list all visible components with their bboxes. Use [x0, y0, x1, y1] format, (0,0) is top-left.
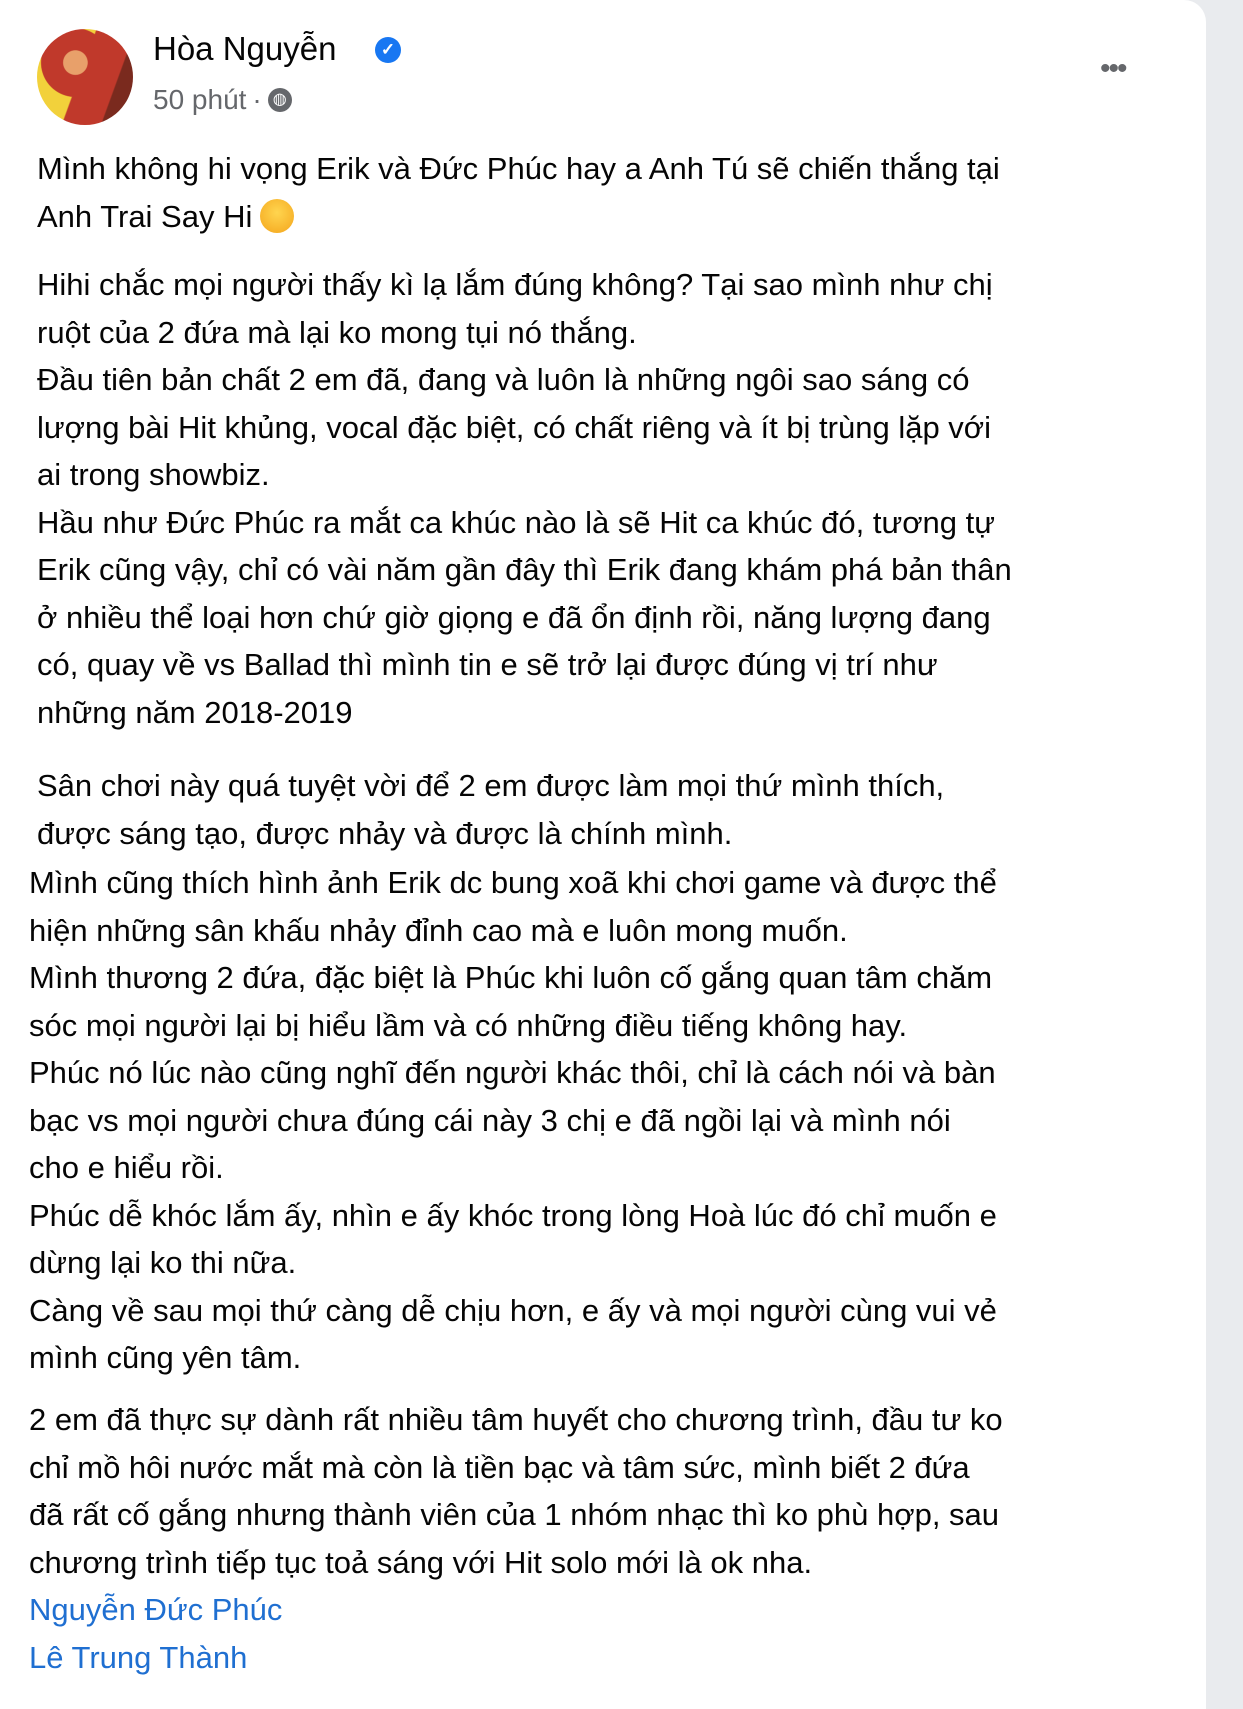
line-text: Mình không hi vọng Erik và Đức Phúc hay a Anh Tú sẽ chiến thắng tại [37, 151, 1000, 186]
post-text-line [29, 1539, 812, 1587]
post-text-line [29, 907, 848, 955]
post-text-line [29, 1334, 301, 1382]
author-name[interactable]: Hòa Nguyễn [153, 30, 337, 67]
verified-badge-icon: ✓ [375, 37, 401, 63]
line-text: đã rất cố gắng nhưng thành viên của 1 nhóm nhạc thì ko phù hợp, sau [29, 1497, 1000, 1532]
line-text: Càng về sau mọi thứ càng dễ chịu hơn, e ấy và mọi người cùng vui vẻ [29, 1292, 997, 1328]
post-text-line [29, 1396, 1003, 1444]
post-text-line [37, 762, 944, 810]
post-time[interactable]: 50 phút [153, 84, 247, 115]
post-text-line [29, 1287, 997, 1335]
meta-separator: · [252, 84, 262, 115]
post-text-line [29, 1049, 996, 1097]
line-text: Hầu như Đức Phúc ra mắt ca khúc nào là sẽ Hit ca khúc đó, tương tự [37, 504, 996, 540]
more-options-button[interactable]: ••• [1100, 52, 1126, 85]
post-text-line [29, 954, 992, 1002]
line-text: sóc mọi người lại bị hiểu lầm và có những điều tiếng không hay. [29, 1007, 908, 1043]
post-text-line [37, 641, 938, 689]
line-text: cho e hiểu rồi. [29, 1150, 224, 1185]
post-text-line [37, 261, 993, 309]
globe-icon: ◍ [268, 88, 292, 112]
line-text: Phúc nó lúc nào cũng nghĩ đến người khác thôi, chỉ là cách nói và bàn [29, 1055, 996, 1090]
line-text: ở nhiều thể loại hơn chứ giờ giọng e đã ổn định rồi, năng lượng đang [37, 599, 991, 635]
line-text: Phúc dễ khóc lắm ấy, nhìn e ấy khóc trong lòng Hoà lúc đó chỉ muốn e [29, 1197, 997, 1233]
post-text-line [37, 546, 1012, 594]
post-text-line [37, 594, 991, 642]
line-text: hiện những sân khấu nhảy đỉnh cao mà e luôn mong muốn. [29, 912, 848, 948]
line-text: có, quay về vs Ballad thì mình tin e sẽ trở lại được đúng vị trí như [37, 647, 938, 682]
line-text: ruột của 2 đứa mà lại ko mong tụi nó thắng. [37, 314, 637, 350]
line-text: Hihi chắc mọi người thấy kì lạ lắm đúng không? Tại sao mình như chị [37, 267, 993, 302]
post-text-line [37, 451, 270, 499]
line-text: Sân chơi này quá tuyệt vời để 2 em được làm mọi thứ mình thích, [37, 768, 945, 803]
post-text-line [29, 1144, 224, 1192]
line-text: Erik cũng vậy, chỉ có vài năm gần đây thì Erik đang khám phá bản thân [37, 552, 1012, 587]
line-text: mình cũng yên tâm. [29, 1340, 302, 1375]
line-text: dừng lại ko thi nữa. [29, 1245, 297, 1280]
post-text-line [37, 193, 294, 241]
post-text-line [37, 499, 995, 547]
mention-link[interactable]: Lê Trung Thành [29, 1639, 248, 1675]
line-text: Mình thương 2 đứa, đặc biệt là Phúc khi luôn cố gắng quan tâm chăm [29, 960, 993, 995]
post-text-line [29, 1002, 907, 1050]
post-meta [153, 84, 292, 116]
line-text: Mình cũng thích hình ảnh Erik dc bung xoã khi chơi game và được thể [29, 865, 997, 900]
line-text: chỉ mồ hôi nước mắt mà còn là tiền bạc và tâm sức, mình biết 2 đứa [29, 1449, 970, 1485]
post-text-line [37, 356, 969, 404]
hugging-face-emoji-icon [260, 199, 294, 233]
post-text-line [37, 309, 637, 357]
line-text: lượng bài Hit khủng, vocal đặc biệt, có chất riêng và ít bị trùng lặp với [37, 409, 992, 445]
line-text: ai trong showbiz. [37, 457, 270, 492]
post-text-line [37, 689, 353, 737]
post-text-line [29, 1239, 296, 1287]
line-text: 2 em đã thực sự dành rất nhiều tâm huyết cho chương trình, đầu tư ko [29, 1402, 1003, 1437]
post-text-line [37, 404, 991, 452]
line-text: Đầu tiên bản chất 2 em đã, đang và luôn là những ngôi sao sáng có [37, 362, 970, 397]
line-text: được sáng tạo, được nhảy và được là chính mình. [37, 815, 733, 851]
post-text-line [29, 1491, 999, 1539]
author-avatar[interactable] [37, 29, 133, 125]
post-text-line [29, 859, 997, 907]
line-text: bạc vs mọi người chưa đúng cái này 3 chị e đã ngồi lại và mình nói [29, 1102, 951, 1138]
post-text-line [29, 1097, 951, 1145]
line-text: những năm 2018-2019 [37, 694, 353, 730]
mention-link[interactable]: Nguyễn Đức Phúc [29, 1592, 283, 1627]
post-text-line [29, 1192, 997, 1240]
post-text-line [29, 1444, 970, 1492]
post-text-line [37, 810, 732, 858]
post-text-line [37, 145, 1000, 193]
line-text: chương trình tiếp tục toả sáng với Hit solo mới là ok nha. [29, 1544, 813, 1580]
line-text: Anh Trai Say Hi [37, 198, 253, 234]
